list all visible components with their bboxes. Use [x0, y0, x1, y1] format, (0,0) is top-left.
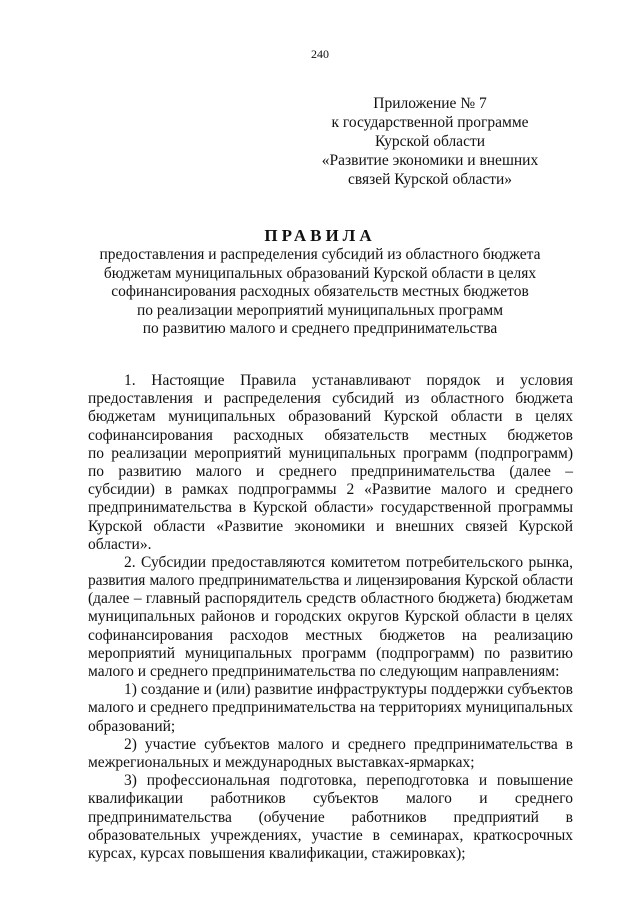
subtitle-line: бюджетам муниципальных образований Курской области в целях — [103, 264, 537, 282]
text-line: мероприятий муниципальных программ (подпрограмм) по развитию — [88, 644, 573, 662]
text-line: 1) создание и (или) развитие инфраструктуры поддержки субъектов — [124, 681, 573, 699]
text-line: области». — [88, 535, 152, 553]
list-item-2 — [88, 736, 573, 772]
text-line: по реализации мероприятий муниципальных программ (подпрограмм) — [88, 444, 573, 462]
list-item-1 — [88, 681, 573, 736]
text-line: бюджетам муниципальных образований Курской области в целях — [88, 408, 573, 426]
appendix-line: Приложение № 7 — [373, 95, 487, 112]
text-line: малого и среднего предпринимательства на территориях муниципальных — [88, 699, 573, 717]
text-line: образований; — [88, 717, 176, 735]
text-line: межрегиональных и международных выставках-ярмарках; — [88, 753, 475, 771]
subtitle-line: предоставления и распределения субсидий из областного бюджета — [99, 246, 541, 263]
list-item-3 — [88, 772, 573, 863]
text-line: 2) участие субъектов малого и среднего предпринимательства в — [124, 735, 573, 753]
text-line: 1. Настоящие Правила устанавливают порядок и условия — [124, 372, 573, 389]
appendix-line: Курской области — [374, 133, 486, 150]
paragraph-1 — [88, 372, 573, 554]
text-line: курсах, курсах повышения квалификации, стажировках); — [88, 844, 466, 862]
text-line: 2. Субсидии предоставляются комитетом потребительского рынка, — [124, 553, 573, 571]
subtitle-line: по реализации мероприятий муниципальных программ — [136, 301, 504, 319]
text-line: предоставления и распределения субсидий из областного бюджета — [88, 390, 573, 408]
text-line: предпринимательства в Курской области» государственной программы — [88, 499, 573, 517]
appendix-line: связей Курской области» — [347, 171, 513, 188]
page-number: 240 — [311, 47, 329, 61]
text-line: 3) профессиональная подготовка, переподготовка и повышение — [124, 772, 573, 790]
text-line: софинансирования расходных обязательств местных бюджетов — [88, 426, 573, 444]
appendix-line: «Развитие экономики и внешних — [321, 152, 539, 169]
text-line: (далее – главный распорядитель средств областного бюджета) бюджетам — [88, 590, 573, 608]
appendix-header — [300, 94, 560, 189]
text-line: малого и среднего предпринимательства по следующим направлениям: — [88, 663, 560, 680]
document-subtitle — [80, 246, 560, 339]
document-body — [88, 372, 573, 863]
subtitle-line: по развитию малого и среднего предпринимательства — [142, 320, 498, 337]
text-line: по развитию малого и среднего предпринимательства (далее – — [88, 462, 573, 480]
text-line: софинансирования расходов местных бюджетов на реализацию — [88, 626, 573, 644]
text-line: субсидии) в рамках подпрограммы 2 «Развитие малого и среднего — [88, 481, 573, 499]
text-line: квалификации работников субъектов малого и среднего — [88, 790, 573, 808]
text-line: развития малого предпринимательства и лицензирования Курской области — [88, 572, 573, 590]
text-line: образовательных учреждениях, участие в семинарах, краткосрочных — [88, 826, 573, 844]
text-line: предпринимательства (обучение работников предприятий в — [88, 808, 573, 826]
text-line: муниципальных районов и городских округов Курской области в целях — [88, 608, 573, 626]
text-line: Курской области «Развитие экономики и внешних связей Курской — [88, 517, 573, 535]
appendix-line: к государственной программе — [331, 114, 529, 131]
subtitle-line: софинансирования расходных обязательств местных бюджетов — [111, 283, 529, 300]
document-title: ПРАВИЛА — [264, 226, 376, 245]
paragraph-2 — [88, 554, 573, 681]
